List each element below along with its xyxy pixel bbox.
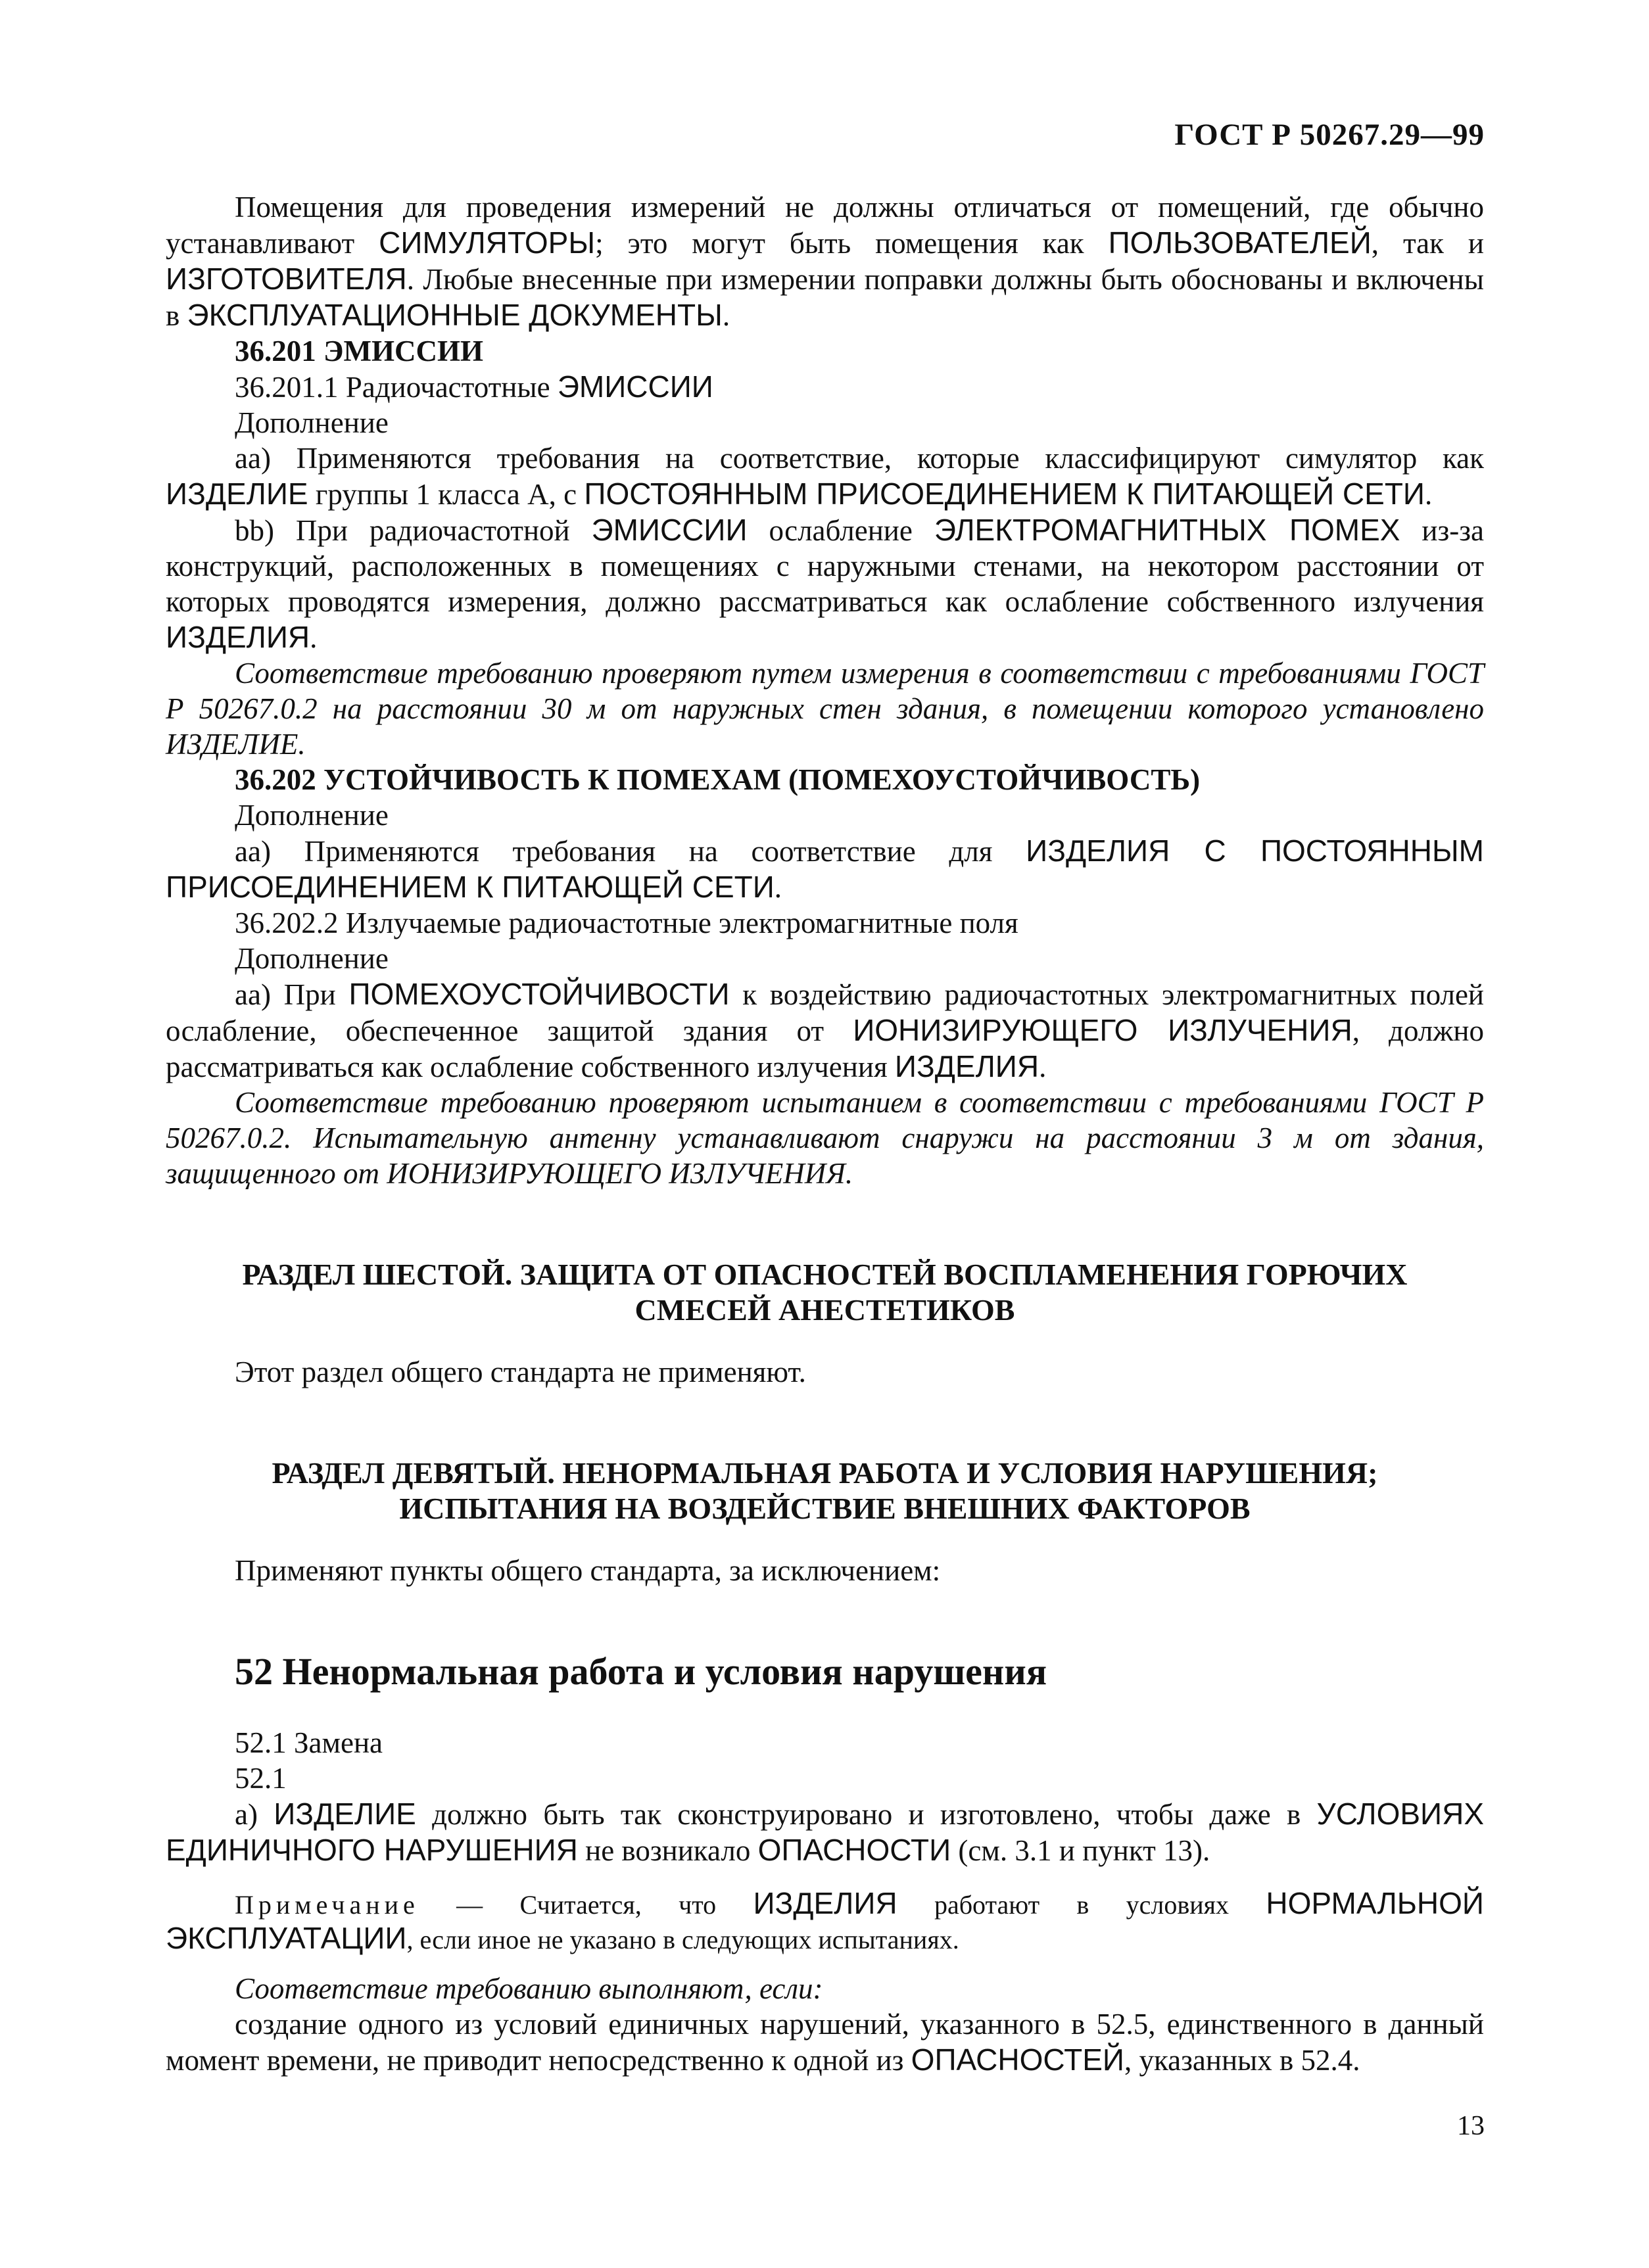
section-nine-text: Применяют пункты общего стандарта, за исключением: <box>235 1554 941 1587</box>
addition-label: Дополнение <box>235 406 389 439</box>
section-six-text: Этот раздел общего стандарта не применяют. <box>235 1356 806 1388</box>
paragraph-aa: аа) При ПОМЕХОУСТОЙЧИВОСТИ к воздействию радиочастотных электромагнитных полей ослабление, обеспеченное защитой здания от ИОНИЗИРУЮЩЕГО ИЗЛУЧЕНИЯ, должно рассматриваться как ослабление собственного излучения ИЗДЕЛИЯ. <box>166 977 1484 1083</box>
compliance-36-202: Соответствие требованию проверяют испытанием в соответствии с требованиями ГОСТ Р 50267.0.2. Испытательную антенну устанавливают снаружи на расстоянии 3 м от здания, защищенного от ИОНИЗИРУЮЩЕГО ИЗЛУЧЕНИЯ. <box>166 1086 1484 1190</box>
clause-52-1-replace: 52.1 Замена <box>235 1726 383 1759</box>
section-six-title: РАЗДЕЛ ШЕСТОЙ. ЗАЩИТА ОТ ОПАСНОСТЕЙ ВОСПЛАМЕНЕНИЯ ГОРЮЧИХ СМЕСЕЙ АНЕСТЕТИКОВ <box>242 1258 1408 1327</box>
paragraph-final: создание одного из условий единичных нарушений, указанного в 52.5, единственного в данный момент времени, не приводит непосредственно к одной из ОПАСНОСТЕЙ, указанных в 52.4. <box>166 2008 1484 2077</box>
clause-52-1-number: 52.1 <box>235 1762 287 1795</box>
paragraph-a: а) ИЗДЕЛИЕ должно быть так сконструировано и изготовлено, чтобы даже в УСЛОВИЯХ ЕДИНИЧНОГО НАРУШЕНИЯ не возникало ОПАСНОСТИ (см. 3.1 и пункт 13). <box>166 1797 1484 1867</box>
document-body <box>166 189 1484 2078</box>
paragraph-bb: bb) При радиочастотной ЭМИССИИ ослабление ЭЛЕКТРОМАГНИТНЫХ ПОМЕХ из-за конструкций, расположенных в помещениях с наружными стенами, на некотором расстоянии от которых проводятся измерения, должно рассматриваться как ослабление собственного излучения ИЗДЕЛИЯ. <box>166 513 1484 654</box>
subheading-36-202-2: 36.202.2 Излучаемые радиочастотные электромагнитные поля <box>235 907 1018 939</box>
addition-label: Дополнение <box>235 799 389 832</box>
document-code: ГОСТ Р 50267.29—99 <box>1174 118 1485 152</box>
section-nine-title: РАЗДЕЛ ДЕВЯТЫЙ. НЕНОРМАЛЬНАЯ РАБОТА И УСЛОВИЯ НАРУШЕНИЯ; ИСПЫТАНИЯ НА ВОЗДЕЙСТВИЕ ВНЕШНИХ ФАКТОРОВ <box>272 1456 1378 1525</box>
note: Примечание — Считается, что ИЗДЕЛИЯ работают в условиях НОРМАЛЬНОЙ ЭКСПЛУАТАЦИИ, если иное не указано в следующих испытаниях. <box>166 1886 1484 1955</box>
paragraph-premises: Помещения для проведения измерений не должны отличаться от помещений, где обычно устанавливают СИМУЛЯТОРЫ; это могут быть помещения как ПОЛЬЗОВАТЕЛЕЙ, так и ИЗГОТОВИТЕЛЯ. Любые внесенные при измерении поправки должны быть обоснованы и включены в ЭКСПЛУАТАЦИОННЫЕ ДОКУМЕНТЫ. <box>166 191 1485 332</box>
heading-36-202: 36.202 УСТОЙЧИВОСТЬ К ПОМЕХАМ (ПОМЕХОУСТОЙЧИВОСТЬ) <box>235 763 1201 796</box>
addition-label: Дополнение <box>235 942 389 975</box>
heading-36-201: 36.201 ЭМИССИИ <box>235 335 483 367</box>
clause-52-title: 52 Ненормальная работа и условия нарушения <box>235 1650 1047 1693</box>
paragraph-aa: аа) Применяются требования на соответствие для ИЗДЕЛИЯ С ПОСТОЯННЫМ ПРИСОЕДИНЕНИЕМ К ПИТАЮЩЕЙ СЕТИ. <box>166 834 1484 904</box>
compliance-36-201: Соответствие требованию проверяют путем измерения в соответствии с требованиями ГОСТ Р 50267.0.2 на расстоянии 30 м от наружных стен здания, в помещении которого установлено ИЗДЕЛИЕ. <box>166 657 1484 761</box>
paragraph-aa: аа) Применяются требования на соответствие, которые классифицируют симулятор как ИЗДЕЛИЕ группы 1 класса А, с ПОСТОЯННЫМ ПРИСОЕДИНЕНИЕМ К ПИТАЮЩЕЙ СЕТИ. <box>166 442 1484 511</box>
subheading-36-201-1: 36.201.1 Радиочастотные ЭМИССИИ <box>235 369 713 404</box>
compliance-52: Соответствие требованию выполняют, если: <box>235 1972 823 2005</box>
page-number: 13 <box>1457 2111 1485 2141</box>
